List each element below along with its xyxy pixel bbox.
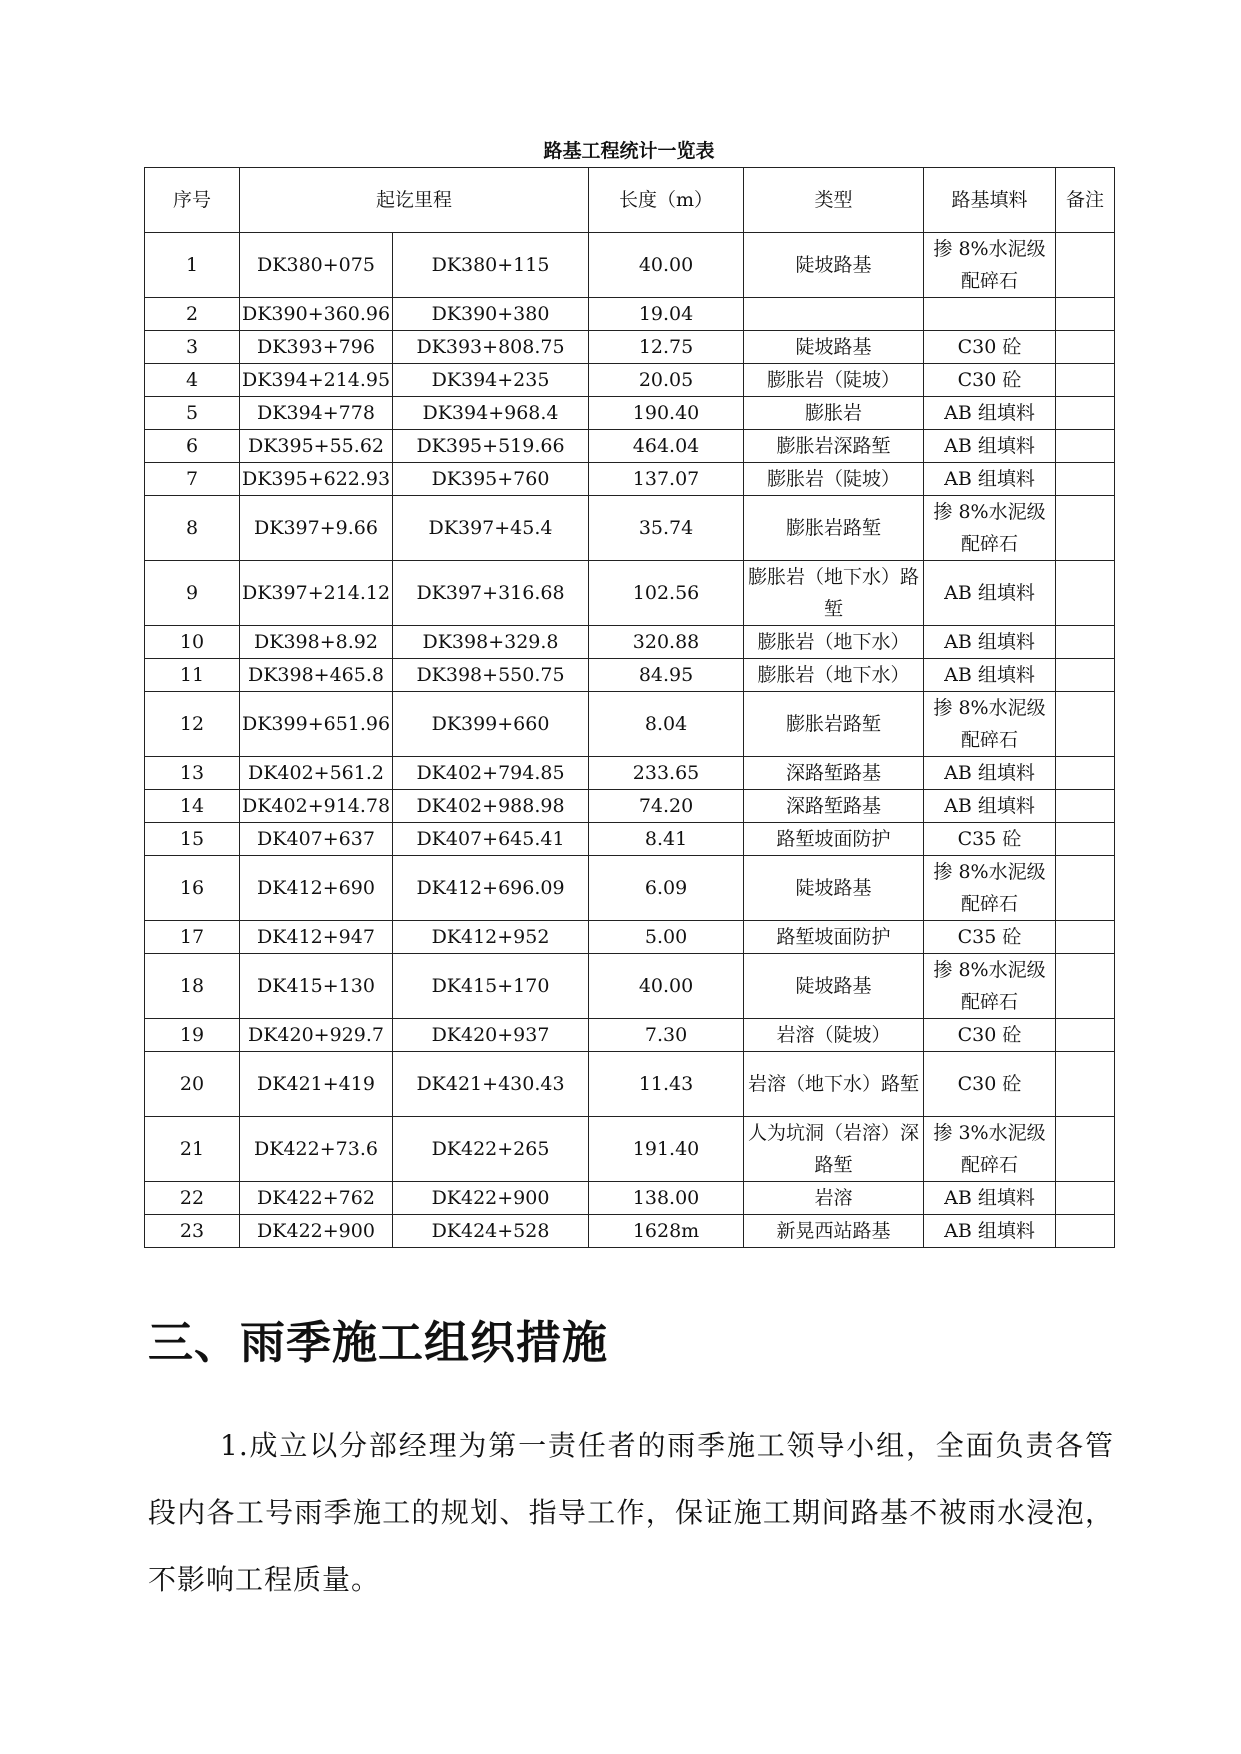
cell-end: DK421+430.43: [393, 1052, 589, 1117]
cell-length: 7.30: [589, 1019, 744, 1052]
cell-end: DK390+380: [393, 298, 589, 331]
cell-fill: AB 组填料: [924, 397, 1056, 430]
cell-type: 膨胀岩（地下水）: [744, 626, 924, 659]
cell-length: 464.04: [589, 430, 744, 463]
cell-length: 191.40: [589, 1117, 744, 1182]
cell-end: DK407+645.41: [393, 823, 589, 856]
cell-end: DK395+519.66: [393, 430, 589, 463]
table-row: [145, 331, 1115, 364]
cell-start: DK412+947: [240, 921, 393, 954]
cell-type: 膨胀岩深路堑: [744, 430, 924, 463]
cell-no: 19: [145, 1019, 240, 1052]
cell-start: DK397+214.12: [240, 561, 393, 626]
cell-type: 膨胀岩路堑: [744, 496, 924, 561]
cell-no: 15: [145, 823, 240, 856]
cell-fill: 掺 3%水泥级配碎石: [924, 1117, 1056, 1182]
cell-start: DK421+419: [240, 1052, 393, 1117]
cell-end: DK402+988.98: [393, 790, 589, 823]
cell-length: 320.88: [589, 626, 744, 659]
cell-no: 9: [145, 561, 240, 626]
cell-end: DK397+45.4: [393, 496, 589, 561]
cell-length: 35.74: [589, 496, 744, 561]
table-row: [145, 463, 1115, 496]
cell-remark: [1056, 659, 1115, 692]
table-row: [145, 823, 1115, 856]
cell-end: DK394+968.4: [393, 397, 589, 430]
cell-type: 深路堑路基: [744, 757, 924, 790]
cell-length: 40.00: [589, 954, 744, 1019]
cell-remark: [1056, 331, 1115, 364]
cell-start: DK402+561.2: [240, 757, 393, 790]
cell-no: 16: [145, 856, 240, 921]
cell-length: 19.04: [589, 298, 744, 331]
cell-type: 膨胀岩: [744, 397, 924, 430]
cell-start: DK398+8.92: [240, 626, 393, 659]
cell-remark: [1056, 298, 1115, 331]
cell-end: DK399+660: [393, 692, 589, 757]
cell-end: DK422+900: [393, 1182, 589, 1215]
cell-fill: 掺 8%水泥级配碎石: [924, 856, 1056, 921]
cell-type: 人为坑洞（岩溶）深路堑: [744, 1117, 924, 1182]
cell-type: 陡坡路基: [744, 856, 924, 921]
cell-no: 2: [145, 298, 240, 331]
cell-remark: [1056, 233, 1115, 298]
cell-fill: C35 砼: [924, 823, 1056, 856]
cell-no: 11: [145, 659, 240, 692]
cell-start: DK422+762: [240, 1182, 393, 1215]
table-title: 路基工程统计一览表: [543, 140, 715, 162]
cell-no: 23: [145, 1215, 240, 1248]
cell-remark: [1056, 823, 1115, 856]
cell-length: 102.56: [589, 561, 744, 626]
cell-length: 6.09: [589, 856, 744, 921]
table-row: [145, 233, 1115, 298]
cell-no: 6: [145, 430, 240, 463]
cell-start: DK393+796: [240, 331, 393, 364]
body-paragraph: 1.成立以分部经理为第一责任者的雨季施工领导小组，全面负责各管段内各工号雨季施工的规划、指导工作，保证施工期间路基不被雨水浸泡，不影响工程质量。: [148, 1429, 1114, 1596]
cell-start: DK420+929.7: [240, 1019, 393, 1052]
cell-length: 12.75: [589, 331, 744, 364]
cell-no: 21: [145, 1117, 240, 1182]
cell-type: 岩溶（陡坡）: [744, 1019, 924, 1052]
cell-remark: [1056, 1019, 1115, 1052]
cell-no: 22: [145, 1182, 240, 1215]
cell-start: DK422+73.6: [240, 1117, 393, 1182]
cell-length: 11.43: [589, 1052, 744, 1117]
table-row: [145, 921, 1115, 954]
cell-start: DK380+075: [240, 233, 393, 298]
cell-fill: AB 组填料: [924, 757, 1056, 790]
cell-start: DK394+214.95: [240, 364, 393, 397]
cell-length: 8.41: [589, 823, 744, 856]
table-row: [145, 1052, 1115, 1117]
cell-start: DK397+9.66: [240, 496, 393, 561]
cell-remark: [1056, 463, 1115, 496]
cell-remark: [1056, 626, 1115, 659]
cell-fill: AB 组填料: [924, 626, 1056, 659]
cell-end: DK380+115: [393, 233, 589, 298]
table-row: [145, 626, 1115, 659]
cell-no: 3: [145, 331, 240, 364]
cell-start: DK398+465.8: [240, 659, 393, 692]
cell-start: DK394+778: [240, 397, 393, 430]
cell-end: DK397+316.68: [393, 561, 589, 626]
cell-end: DK395+760: [393, 463, 589, 496]
table-row: [145, 790, 1115, 823]
header-type: 类型: [744, 168, 924, 233]
cell-no: 14: [145, 790, 240, 823]
cell-start: DK395+55.62: [240, 430, 393, 463]
cell-fill: C30 砼: [924, 364, 1056, 397]
cell-no: 20: [145, 1052, 240, 1117]
table-header-row: [145, 168, 1115, 233]
table-row: [145, 1215, 1115, 1248]
header-remark: 备注: [1056, 168, 1115, 233]
header-length: 长度（m）: [589, 168, 744, 233]
cell-type: 岩溶: [744, 1182, 924, 1215]
cell-remark: [1056, 496, 1115, 561]
cell-remark: [1056, 856, 1115, 921]
cell-remark: [1056, 561, 1115, 626]
cell-type: 陡坡路基: [744, 233, 924, 298]
table-row: [145, 1117, 1115, 1182]
cell-end: DK415+170: [393, 954, 589, 1019]
cell-no: 18: [145, 954, 240, 1019]
cell-type: 路堑坡面防护: [744, 921, 924, 954]
table-row: [145, 856, 1115, 921]
cell-no: 8: [145, 496, 240, 561]
cell-remark: [1056, 364, 1115, 397]
cell-remark: [1056, 757, 1115, 790]
header-fill: 路基填料: [924, 168, 1056, 233]
cell-no: 10: [145, 626, 240, 659]
table-row: [145, 561, 1115, 626]
cell-fill: 掺 8%水泥级配碎石: [924, 954, 1056, 1019]
cell-length: 20.05: [589, 364, 744, 397]
table-row: [145, 298, 1115, 331]
cell-type: 新晃西站路基: [744, 1215, 924, 1248]
cell-remark: [1056, 1117, 1115, 1182]
cell-type: 膨胀岩路堑: [744, 692, 924, 757]
cell-no: 5: [145, 397, 240, 430]
section-heading: 三、雨季施工组织措施: [148, 1316, 609, 1369]
subgrade-statistics-table: [144, 167, 1115, 1248]
cell-remark: [1056, 921, 1115, 954]
cell-fill: AB 组填料: [924, 1182, 1056, 1215]
cell-remark: [1056, 954, 1115, 1019]
cell-no: 13: [145, 757, 240, 790]
cell-length: 233.65: [589, 757, 744, 790]
cell-remark: [1056, 1215, 1115, 1248]
cell-length: 40.00: [589, 233, 744, 298]
table-row: [145, 430, 1115, 463]
cell-length: 137.07: [589, 463, 744, 496]
cell-fill: 掺 8%水泥级配碎石: [924, 496, 1056, 561]
cell-length: 8.04: [589, 692, 744, 757]
cell-remark: [1056, 692, 1115, 757]
cell-no: 7: [145, 463, 240, 496]
cell-end: DK420+937: [393, 1019, 589, 1052]
cell-remark: [1056, 1182, 1115, 1215]
cell-start: DK415+130: [240, 954, 393, 1019]
cell-fill: C35 砼: [924, 921, 1056, 954]
cell-type: 膨胀岩（地下水）: [744, 659, 924, 692]
cell-fill: C30 砼: [924, 331, 1056, 364]
cell-start: DK407+637: [240, 823, 393, 856]
cell-end: DK412+696.09: [393, 856, 589, 921]
table-row: [145, 496, 1115, 561]
cell-length: 1628m: [589, 1215, 744, 1248]
cell-type: 深路堑路基: [744, 790, 924, 823]
cell-fill: [924, 298, 1056, 331]
cell-fill: C30 砼: [924, 1052, 1056, 1117]
cell-fill: AB 组填料: [924, 430, 1056, 463]
cell-no: 17: [145, 921, 240, 954]
cell-start: DK395+622.93: [240, 463, 393, 496]
header-range: 起讫里程: [240, 168, 589, 233]
cell-fill: AB 组填料: [924, 561, 1056, 626]
cell-fill: 掺 8%水泥级配碎石: [924, 692, 1056, 757]
cell-type: 陡坡路基: [744, 954, 924, 1019]
cell-type: 岩溶（地下水）路堑: [744, 1052, 924, 1117]
cell-fill: AB 组填料: [924, 659, 1056, 692]
cell-start: DK422+900: [240, 1215, 393, 1248]
cell-end: DK393+808.75: [393, 331, 589, 364]
cell-start: DK412+690: [240, 856, 393, 921]
cell-end: DK398+550.75: [393, 659, 589, 692]
cell-length: 138.00: [589, 1182, 744, 1215]
cell-remark: [1056, 1052, 1115, 1117]
cell-end: DK398+329.8: [393, 626, 589, 659]
cell-fill: 掺 8%水泥级配碎石: [924, 233, 1056, 298]
cell-end: DK412+952: [393, 921, 589, 954]
cell-type: 膨胀岩（地下水）路堑: [744, 561, 924, 626]
cell-type: 路堑坡面防护: [744, 823, 924, 856]
cell-fill: AB 组填料: [924, 790, 1056, 823]
cell-remark: [1056, 397, 1115, 430]
cell-start: DK399+651.96: [240, 692, 393, 757]
table-row: [145, 364, 1115, 397]
cell-fill: AB 组填料: [924, 1215, 1056, 1248]
header-seq: 序号: [145, 168, 240, 233]
cell-end: DK402+794.85: [393, 757, 589, 790]
cell-length: 74.20: [589, 790, 744, 823]
cell-type: 膨胀岩（陡坡）: [744, 463, 924, 496]
cell-length: 84.95: [589, 659, 744, 692]
cell-no: 4: [145, 364, 240, 397]
table-row: [145, 692, 1115, 757]
cell-length: 190.40: [589, 397, 744, 430]
table-row: [145, 1182, 1115, 1215]
cell-end: DK422+265: [393, 1117, 589, 1182]
cell-end: DK394+235: [393, 364, 589, 397]
cell-start: DK402+914.78: [240, 790, 393, 823]
cell-no: 1: [145, 233, 240, 298]
cell-length: 5.00: [589, 921, 744, 954]
cell-remark: [1056, 430, 1115, 463]
cell-fill: AB 组填料: [924, 463, 1056, 496]
cell-fill: C30 砼: [924, 1019, 1056, 1052]
table-row: [145, 659, 1115, 692]
table-row: [145, 1019, 1115, 1052]
cell-type: 膨胀岩（陡坡）: [744, 364, 924, 397]
cell-type: 陡坡路基: [744, 331, 924, 364]
table-row: [145, 397, 1115, 430]
cell-end: DK424+528: [393, 1215, 589, 1248]
table-row: [145, 954, 1115, 1019]
cell-type: [744, 298, 924, 331]
cell-start: DK390+360.96: [240, 298, 393, 331]
cell-remark: [1056, 790, 1115, 823]
table-row: [145, 757, 1115, 790]
cell-no: 12: [145, 692, 240, 757]
